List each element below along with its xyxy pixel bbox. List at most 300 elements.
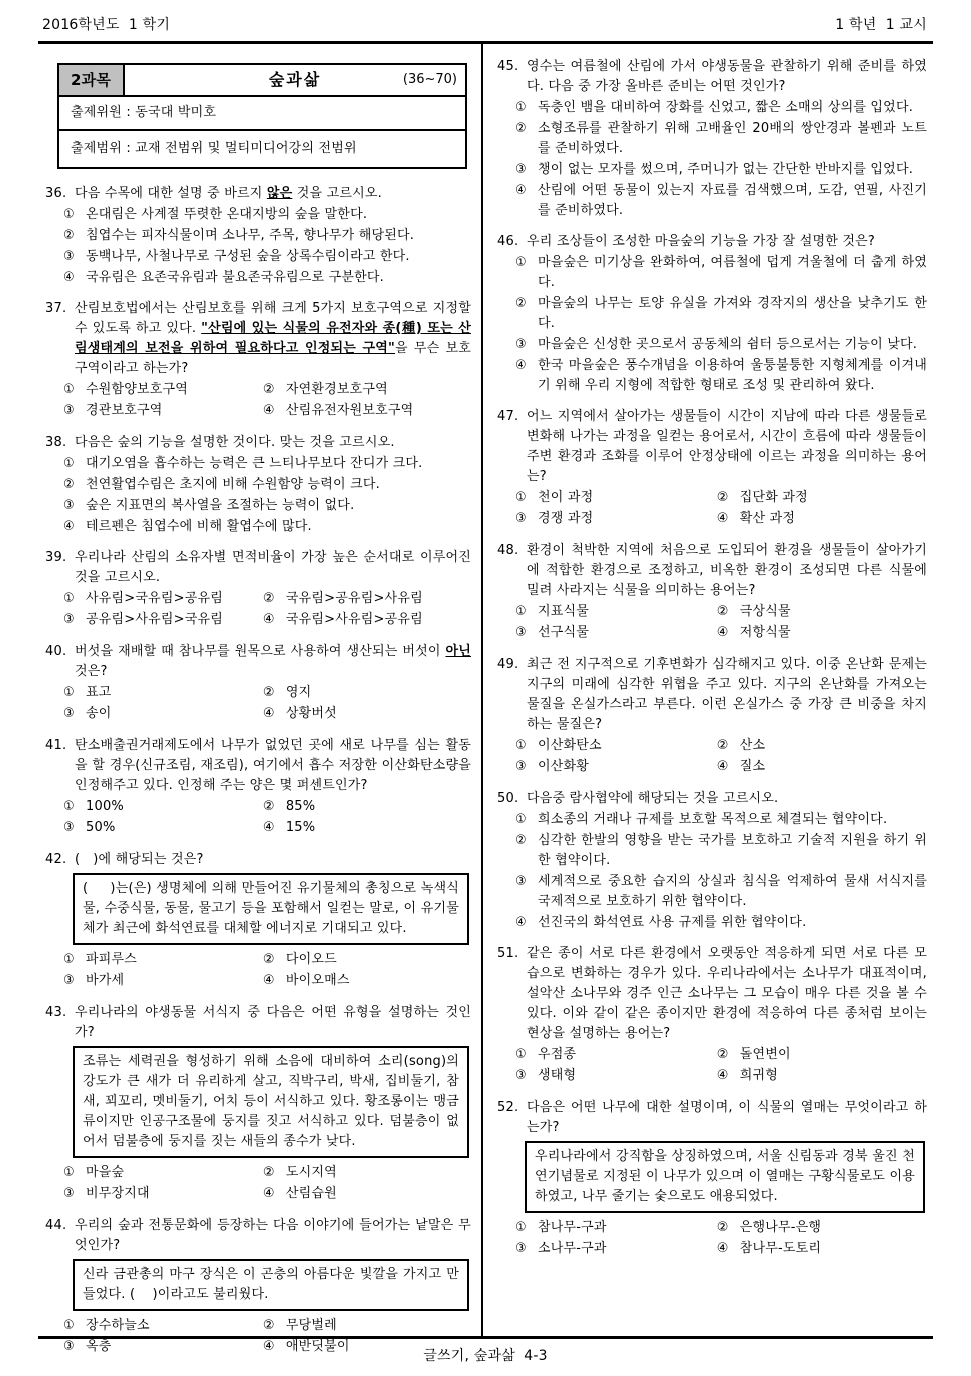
option [717, 602, 931, 622]
question-42 [45, 850, 471, 992]
stem-segment: 우리 조상들이 조성한 마을숲의 기능을 가장 잘 설명한 것은? [527, 234, 875, 249]
option [63, 683, 259, 703]
question-row [497, 789, 927, 809]
question-49 [497, 655, 927, 778]
option-text: 극상식물 [739, 604, 791, 619]
option-text: 자연환경보호구역 [285, 382, 388, 397]
option [263, 401, 475, 421]
question-row [497, 655, 927, 735]
stem-segment: 어느 지역에서 살아가는 생물들이 시간이 지남에 따라 다른 생물들로 변화해 나가는 과정을 일컫는 용어로서, 시간이 흐름에 따라 생물들이 주변 환경과 조화를 이루어 안정상태에 이르는 과정을 의미하는 용어는? [527, 409, 927, 484]
question-number: 40. [45, 644, 67, 659]
option-text: 85% [285, 799, 316, 814]
question-row [497, 232, 927, 252]
option [63, 205, 471, 225]
option-text: 15% [285, 820, 316, 835]
option-text: 장수하늘소 [86, 1318, 150, 1333]
question-number: 44. [45, 1218, 67, 1233]
question-number: 36. [45, 186, 67, 201]
option-text: 옥충 [86, 1339, 112, 1354]
option-marker: ① [63, 952, 75, 967]
option-marker: ④ [262, 612, 275, 627]
option-text: 무당벌레 [285, 1318, 337, 1333]
option-text: 국유림>사유림>공유림 [285, 612, 423, 627]
question-stem [75, 548, 471, 588]
option-marker: ③ [515, 337, 527, 352]
option-text: 소형조류를 관찰하기 위해 고배율인 20배의 쌍안경과 볼펜과 노트를 준비하였다. [538, 121, 927, 156]
stem-segment: 우리의 숲과 전통문화에 등장하는 다음 이야기에 들어가는 낱말은 무엇인가? [75, 1218, 471, 1253]
option-text: 상황버섯 [285, 706, 337, 721]
option-marker: ① [515, 604, 527, 619]
question-stem [75, 433, 471, 453]
option [515, 623, 713, 643]
option [63, 401, 259, 421]
option-marker: ② [262, 952, 275, 967]
option-marker: ② [63, 228, 75, 243]
options [63, 1163, 471, 1205]
stem-segment: 다음중 람사협약에 해당되는 것을 고르시오. [527, 791, 779, 806]
question-number: 43. [45, 1005, 67, 1020]
option [63, 1163, 259, 1183]
question-stem [75, 850, 471, 870]
option-marker: ③ [63, 249, 75, 264]
option-text: 돌연변이 [739, 1047, 791, 1062]
stem-segment: ( )에 해당되는 것은? [75, 852, 204, 867]
question-row [45, 736, 471, 796]
option-text: 바가세 [86, 973, 125, 988]
option-text: 수원함양보호구역 [86, 382, 189, 397]
option [263, 950, 475, 970]
option [515, 831, 927, 871]
option-marker: ③ [63, 706, 75, 721]
option-text: 천이 과정 [538, 490, 594, 505]
option-marker: ④ [262, 1186, 275, 1201]
option [63, 1184, 259, 1204]
option-marker: ① [515, 812, 527, 827]
option [263, 589, 475, 609]
option-marker: ④ [63, 519, 75, 534]
option [515, 872, 927, 912]
option-text: 지표식물 [538, 604, 590, 619]
question-row [45, 433, 471, 453]
option-marker: ④ [716, 1241, 729, 1256]
option [717, 509, 931, 529]
option-marker: ① [515, 738, 527, 753]
option-marker: ② [716, 604, 729, 619]
option [515, 98, 927, 118]
column-left [38, 44, 483, 1354]
stem-segment: 다음 수목에 대한 설명 중 바르지 [75, 186, 267, 201]
question-number: 41. [45, 738, 67, 753]
question-48 [497, 541, 927, 644]
option [263, 818, 475, 838]
question-50 [497, 789, 927, 933]
option-text: 마을숲은 미기상을 완화하여, 여름철에 덥게 겨울철에 더 춥게 하였다. [538, 255, 927, 290]
option-text: 희귀형 [739, 1068, 779, 1083]
option-marker: ② [262, 799, 275, 814]
option-marker: ③ [63, 1339, 75, 1354]
options [515, 736, 927, 778]
options [63, 1316, 471, 1358]
option [717, 488, 931, 508]
option-marker: ④ [262, 820, 275, 835]
question-stem [527, 407, 927, 487]
option-text: 이산화탄소 [538, 738, 602, 753]
question-41 [45, 736, 471, 839]
option [63, 704, 259, 724]
options [63, 205, 471, 288]
option-marker: ① [63, 456, 75, 471]
option-marker: ① [515, 100, 527, 115]
option [515, 810, 927, 830]
option-text: 은행나무-은행 [739, 1220, 822, 1235]
option [515, 1045, 713, 1065]
option-text: 챙이 없는 모자를 썼으며, 주머니가 없는 간단한 반바지를 입었다. [538, 162, 914, 177]
page-header [0, 0, 971, 41]
options [515, 253, 927, 396]
option-text: 소나무-구과 [538, 1241, 607, 1256]
question-number: 49. [497, 657, 519, 672]
question-row [497, 407, 927, 487]
option-marker: ② [63, 477, 75, 492]
option [63, 517, 471, 537]
option-marker: ④ [63, 270, 75, 285]
option-marker: ④ [515, 358, 527, 373]
question-52 [497, 1098, 927, 1260]
option [263, 380, 475, 400]
question-38 [45, 433, 471, 537]
stem-segment: 최근 전 지구적으로 기후변화가 심각해지고 있다. 이중 온난화 문제는 지구의 미래에 심각한 위협을 주고 있다. 지구의 온난화를 가져오는 물질을 온실가스라고 부른다. 이런 온실가스 중 가장 큰 비중을 차지하는 물질은? [527, 657, 927, 732]
option [63, 454, 471, 474]
option [263, 1184, 475, 1204]
option [263, 610, 475, 630]
question-stem [527, 1098, 927, 1138]
option-marker: ① [63, 1318, 75, 1333]
option-marker: ④ [716, 1068, 729, 1083]
question-36 [45, 184, 471, 288]
option [63, 475, 471, 495]
option-text: 확산 과정 [739, 511, 796, 526]
option [515, 757, 713, 777]
option-text: 마을숲 [86, 1165, 125, 1180]
option [515, 1218, 713, 1238]
option-marker: ④ [262, 706, 275, 721]
option-text: 국유림은 요존국유림과 불요존국유림으로 구분한다. [86, 270, 385, 285]
stem-segment: 영수는 여름철에 산림에 가서 야생동물을 관찰하기 위해 준비를 하였다. 다음 중 가장 올바른 준비는 어떤 것인가? [527, 59, 927, 94]
question-row [45, 548, 471, 588]
option-text: 테르펜은 침엽수에 비해 활엽수에 많다. [86, 519, 312, 534]
question-passage-box: 조류는 세력권을 형성하기 위해 소음에 대비하여 소리(song)의 강도가 큰 새가 더 유리하게 살고, 직박구리, 박새, 집비둘기, 참새, 꾀꼬리, 멧비둘기, 어치 등이 서식하고 있다. 황조롱이는 맹금류이지만 인공구조물에 둥지를 짓고 서식하고 있다. 덤불층이 없어서 덤불층에 둥지를 짓는 새들의 종수가 낮다. [73, 1046, 469, 1158]
option [717, 757, 931, 777]
option-text: 사유림>국유림>공유림 [86, 591, 224, 606]
option-text: 영지 [285, 685, 312, 700]
option-marker: ③ [515, 759, 527, 774]
option-marker: ② [262, 685, 275, 700]
question-number: 46. [497, 234, 519, 249]
column-right [483, 44, 933, 1336]
question-stem [527, 232, 927, 252]
question-stem [527, 57, 927, 97]
option-marker: ④ [716, 511, 729, 526]
option [515, 119, 927, 159]
question-row [45, 1216, 471, 1256]
exam-scope-row: 출제범위 : 교재 전범위 및 멀티미디어강의 전범위 [71, 141, 357, 156]
options [63, 950, 471, 992]
question-stem [75, 1003, 471, 1043]
option-marker: ② [515, 833, 527, 848]
option-marker: ① [515, 1047, 527, 1062]
option-text: 산림에 어떤 동물이 있는지 자료를 검색했으며, 도감, 연필, 사진기를 준비하였다. [538, 183, 927, 218]
option [515, 160, 927, 180]
question-row [45, 184, 471, 204]
option [63, 818, 259, 838]
option [515, 736, 713, 756]
questions-left [45, 184, 471, 1358]
option-marker: ① [515, 1220, 527, 1235]
option-marker: ③ [515, 625, 527, 640]
question-row [45, 850, 471, 870]
question-row [45, 299, 471, 379]
stem-segment: 않은 [266, 186, 293, 201]
options [515, 488, 927, 530]
option-marker: ② [716, 490, 729, 505]
options [63, 589, 471, 631]
option-text: 온대림은 사계절 뚜렷한 온대지방의 숲을 말한다. [86, 207, 368, 222]
question-stem [75, 1216, 471, 1256]
option-marker: ③ [515, 874, 527, 889]
question-row [45, 642, 471, 682]
question-40 [45, 642, 471, 725]
option [515, 181, 927, 221]
option-marker: ④ [515, 915, 527, 930]
option [63, 950, 259, 970]
options [515, 810, 927, 933]
option [263, 683, 475, 703]
option [63, 971, 259, 991]
option-text: 비무장지대 [86, 1186, 150, 1201]
option-text: 심각한 한발의 영향을 받는 국가를 보호하고 기술적 지원을 하기 위한 협약이다. [538, 833, 927, 868]
option-marker: ④ [716, 759, 729, 774]
option [63, 589, 259, 609]
option-text: 생태형 [538, 1068, 577, 1083]
question-number: 38. [45, 435, 67, 450]
option-text: 천연활엽수림은 초지에 비해 수원함양 능력이 크다. [86, 477, 380, 492]
stem-segment: 을 무슨 보호구역이라고 하는가? [75, 341, 471, 376]
option-text: 희소종의 거래나 규제를 보호할 목적으로 체결되는 협약이다. [538, 812, 888, 827]
question-number: 51. [497, 946, 519, 961]
option-text: 산소 [739, 738, 766, 753]
option-text: 바이오매스 [285, 973, 350, 988]
options [515, 98, 927, 221]
question-row [497, 1098, 927, 1138]
question-37 [45, 299, 471, 422]
question-number: 50. [497, 791, 519, 806]
option-text: 마을숲은 신성한 곳으로서 공동체의 쉼터 등으로서는 기능이 낮다. [538, 337, 918, 352]
option-text: 다이오드 [285, 952, 337, 967]
option-text: 공유림>사유림>국유림 [86, 612, 224, 627]
question-passage-box: 신라 금관총의 마구 장식은 이 곤충의 아름다운 빛깔을 가지고 만들었다. ( )이라고도 불리웠다. [73, 1259, 469, 1311]
option [63, 380, 259, 400]
question-passage-box: 우리나라에서 강직함을 상징하였으며, 서울 신림동과 경북 울진 천연기념물로 지정된 이 나무가 있으며 이 열매는 구황식물로도 이용하였고, 나무 줄기는 숯으로도 애용되었다. [525, 1141, 925, 1213]
question-number: 39. [45, 550, 67, 565]
option-marker: ④ [515, 183, 527, 198]
question-51 [497, 944, 927, 1087]
option [63, 610, 259, 630]
option-text: 100% [86, 799, 124, 814]
option-text: 애반딧불이 [285, 1339, 350, 1354]
option-marker: ④ [262, 403, 275, 418]
option-marker: ② [262, 1165, 275, 1180]
question-row [497, 541, 927, 601]
option-marker: ① [63, 382, 75, 397]
option-text: 산림유전자원보호구역 [285, 403, 414, 418]
question-stem [75, 642, 471, 682]
subject-title-cell [125, 65, 465, 95]
option [717, 623, 931, 643]
stem-segment: 탄소배출권거래제도에서 나무가 없었던 곳에 새로 나무를 심는 활동을 할 경우(신규조림, 재조림), 여기에서 흡수 저장한 이산화탄소량을 인정해주고 있다. 인정해 주는 양은 몇 퍼센트인가? [75, 738, 471, 793]
option-marker: ① [63, 685, 75, 700]
option-text: 질소 [739, 759, 766, 774]
question-range: (36~70) [402, 72, 457, 87]
option-marker: ③ [515, 511, 527, 526]
question-number: 52. [497, 1100, 519, 1115]
option [263, 1163, 475, 1183]
option [63, 226, 471, 246]
question-stem [527, 541, 927, 601]
content-area [38, 44, 933, 1354]
subject-code-cell: 2과목 [59, 65, 125, 95]
option-text: 선구식물 [538, 625, 590, 640]
header-left: 2016학년도 1 학기 [42, 17, 171, 33]
options [63, 797, 471, 839]
option-text: 경쟁 과정 [538, 511, 594, 526]
options [63, 454, 471, 537]
stem-segment: 환경이 척박한 지역에 처음으로 도입되어 환경을 생물들이 살아가기에 적합한 환경으로 조정하고, 비옥한 환경이 조성되면 다른 식물에 밀려 사라지는 식물을 의미하는 용어는? [527, 543, 927, 598]
subject-box-title-row [59, 65, 465, 97]
question-number: 42. [45, 852, 67, 867]
question-47 [497, 407, 927, 530]
option-marker: ③ [63, 612, 75, 627]
option [515, 1239, 713, 1259]
option-marker: ① [63, 1165, 75, 1180]
stem-segment: 것은? [75, 664, 108, 679]
option-marker: ② [515, 296, 527, 311]
option [63, 496, 471, 516]
option-marker: ① [63, 591, 75, 606]
option [263, 704, 475, 724]
option [63, 268, 471, 288]
option-marker: ③ [63, 820, 75, 835]
option-marker: ① [63, 799, 75, 814]
option-text: 이산화황 [538, 759, 590, 774]
stem-segment: 다음은 숲의 기능을 설명한 것이다. 맞는 것을 고르시오. [75, 435, 395, 450]
subject-title: 숲과삶 [268, 70, 322, 89]
option-marker: ③ [63, 403, 75, 418]
option-text: 참나무-구과 [538, 1220, 607, 1235]
question-stem [527, 789, 927, 809]
stem-segment: 같은 종이 서로 다른 환경에서 오랫동안 적응하게 되면 서로 다른 모습으로 변화하는 경우가 있다. 우리나라에서는 소나무가 대표적이며, 설악산 소나무와 경주 인근 소나무는 그 모습이 매우 다른 것을 볼 수 있다. 이와 같이 같은 종이지만 환경에 적응하여 다른 종처럼 보이는 현상을 설명하는 용어는? [527, 946, 927, 1041]
option [717, 1239, 931, 1259]
question-45 [497, 57, 927, 221]
option [515, 488, 713, 508]
option [63, 1316, 259, 1336]
option [515, 253, 927, 293]
question-stem [527, 944, 927, 1044]
option-text: 경관보호구역 [86, 403, 163, 418]
option-text: 우점종 [538, 1047, 577, 1062]
option-marker: ② [716, 1047, 729, 1062]
option-text: 선진국의 화석연료 사용 규제를 위한 협약이다. [538, 915, 807, 930]
option-text: 산림습원 [285, 1186, 337, 1201]
question-number: 48. [497, 543, 519, 558]
option [63, 797, 259, 817]
option [717, 1066, 931, 1086]
stem-segment: 우리나라 산림의 소유자별 면적비율이 가장 높은 순서대로 이루어진 것을 고르시오. [75, 550, 471, 585]
option-marker: ③ [515, 1068, 527, 1083]
question-stem [75, 184, 471, 204]
option-marker: ③ [515, 1241, 527, 1256]
option [515, 602, 713, 622]
option-marker: ③ [63, 973, 75, 988]
option-marker: ④ [262, 973, 275, 988]
option [515, 1066, 713, 1086]
question-stem [75, 299, 471, 379]
option [515, 356, 927, 396]
questions-right [497, 57, 927, 1260]
option-marker: ② [262, 591, 275, 606]
stem-segment: "산림에 있는 식물의 유전자와 종(種) 또는 산림생태계의 보전을 위하여 필요하다고 인정되는 구역" [75, 321, 471, 356]
question-44 [45, 1216, 471, 1358]
option-marker: ② [262, 1318, 275, 1333]
subject-box [57, 63, 467, 169]
option-marker: ② [716, 1220, 729, 1235]
option-text: 침엽수는 피자식물이며 소나무, 주목, 향나무가 해당된다. [86, 228, 415, 243]
option-marker: ② [262, 382, 275, 397]
option-marker: ① [515, 490, 527, 505]
question-number: 37. [45, 301, 67, 316]
question-row [45, 1003, 471, 1043]
option-marker: ④ [262, 1339, 275, 1354]
option [515, 509, 713, 529]
option [263, 797, 475, 817]
option [63, 1337, 259, 1357]
option-marker: ④ [716, 625, 729, 640]
option-marker: ③ [515, 162, 527, 177]
stem-segment: 것을 고르시오. [292, 186, 382, 201]
option-text: 독충인 뱀을 대비하여 장화를 신었고, 짧은 소매의 상의를 입었다. [538, 100, 914, 115]
option-marker: ① [515, 255, 527, 270]
option [263, 971, 475, 991]
option-marker: ③ [63, 1186, 75, 1201]
stem-segment: 우리나라의 야생동물 서식지 중 다음은 어떤 유형을 설명하는 것인가? [75, 1005, 471, 1040]
option [515, 294, 927, 334]
question-number: 45. [497, 59, 519, 74]
question-row [497, 57, 927, 97]
option [63, 247, 471, 267]
option [515, 335, 927, 355]
stem-segment: 아닌 [445, 644, 471, 659]
stem-segment: 다음은 어떤 나무에 대한 설명이며, 이 식물의 열매는 무엇이라고 하는가? [527, 1100, 927, 1135]
stem-segment: 산림보호법에서는 산림보호를 위해 크게 5가지 보호구역으로 지정할 수 있도록 하고 있다. [75, 301, 471, 336]
option-text: 동백나무, 사철나무로 구성된 숲을 상록수림이라고 한다. [86, 249, 410, 264]
option [515, 913, 927, 933]
option-text: 마을숲의 나무는 토양 유실을 가져와 경작지의 생산을 낮추기도 한다. [538, 296, 927, 331]
option-text: 국유림>공유림>사유림 [285, 591, 423, 606]
option-text: 저항식물 [739, 625, 791, 640]
option-marker: ② [716, 738, 729, 753]
option-text: 한국 마을숲은 풍수개념을 이용하여 울퉁불퉁한 지형체계를 이겨내기 위해 우리 지형에 적합한 형태로 조성 및 관리하여 왔다. [538, 358, 927, 393]
question-43 [45, 1003, 471, 1205]
question-46 [497, 232, 927, 396]
